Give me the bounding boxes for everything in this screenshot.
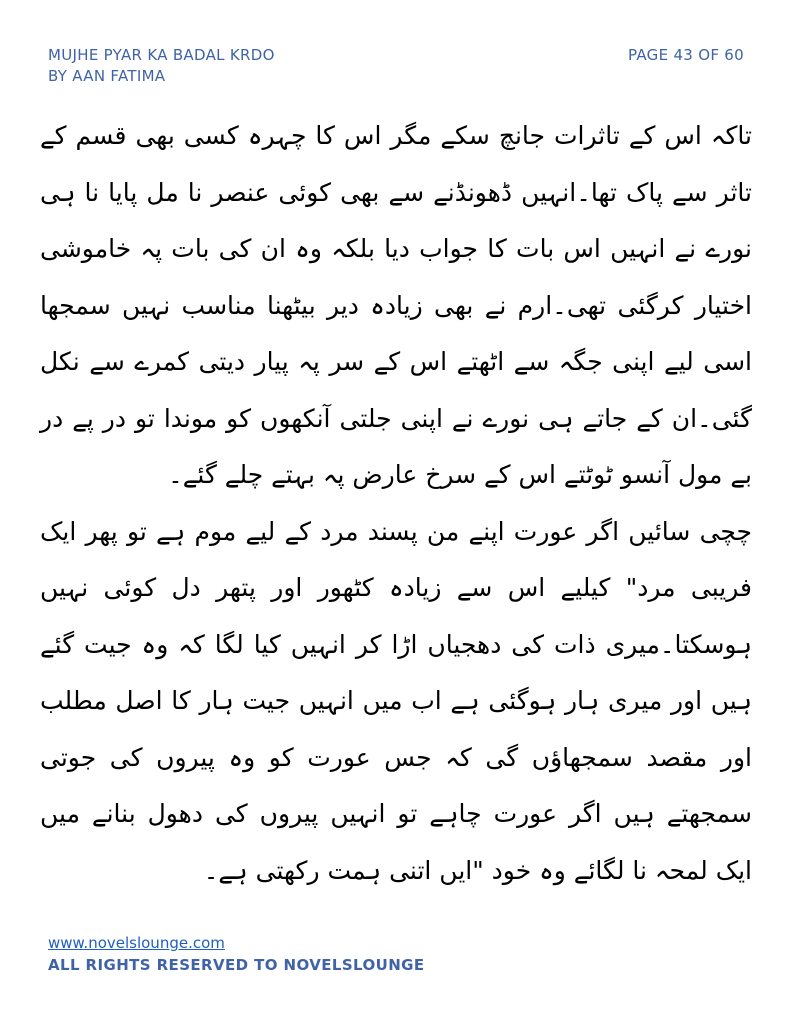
author-name: BY AAN FATIMA [48,67,166,85]
page-number: PAGE 43 OF 60 [628,46,744,64]
novel-body [40,108,752,899]
website-link[interactable]: www.novelslounge.com [48,934,225,952]
body-paragraph-1: تاکہ اس کے تاثرات جانچ سکے مگر اس کا چہرہ کسی بھی قسم کے تاثر سے پاک تھا۔انہیں ڈھونڈنے سے بھی کوئی عنصر نا مل پایا نا ہی نورے نے انہیں اس بات کا جواب دیا بلکہ وہ ان کی بات پہ خاموشی اختیار کرگئی تھی۔ارم نے بھی زیادہ دیر بیٹھنا مناسب نہیں سمجھا اسی لیے اپنی جگہ سے اٹھتے اس کے سر پہ پیار دیتی کمرے سے نکل گئی۔ان کے جاتے ہی نورے نے اپنی جلتی آنکھوں کو موندا تو در پے در بے مول آنسو ٹوٹتے اس کے سرخ عارض پہ بہتے چلے گئے۔ [40,121,752,489]
novel-title: MUJHE PYAR KA BADAL KRDO [48,46,275,64]
rights-notice: ALL RIGHTS RESERVED TO NOVELSLOUNGE [48,956,425,974]
body-paragraph-2: چچی سائیں اگر عورت اپنے من پسند مرد کے لیے موم ہے تو پھر ایک فریبی مرد" کیلیے اس سے زیادہ کٹھور اور پتھر دل کوئی نہیں ہوسکتا۔میری ذات کی دھجیاں اڑا کر انہیں کیا لگا کہ وہ جیت گئے ہیں اور میری ہار ہوگئی ہے اب میں انہیں جیت ہار کا اصل مطلب اور مقصد سمجھاؤں گی کہ جس عورت کو وہ پیروں کی جوتی سمجھتے ہیں اگر عورت چاہے تو انہیں پیروں کی دھول بنانے میں ایک لمحہ نا لگائے وہ خود "ایں اتنی ہمت رکھتی ہے۔ [40,516,752,885]
